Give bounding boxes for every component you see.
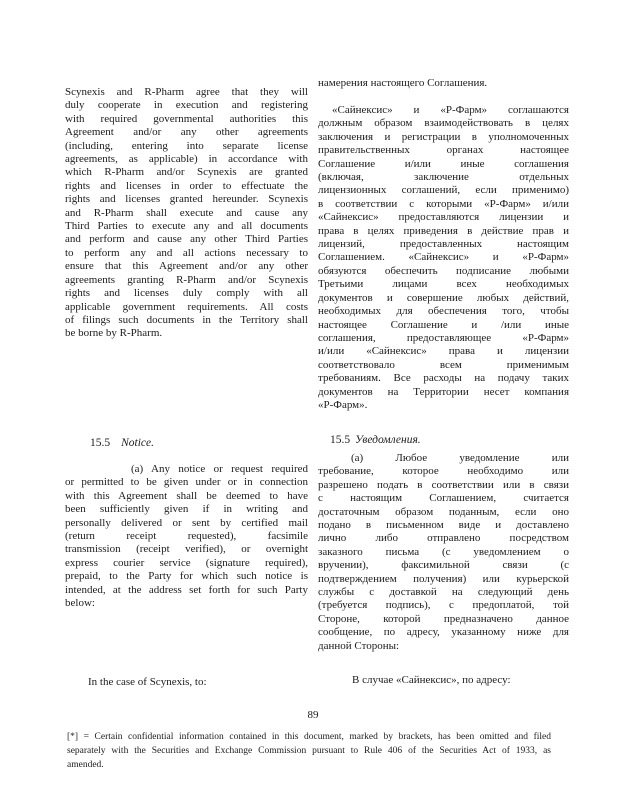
text-line: лично либо отправлено посредством	[318, 532, 569, 545]
text-line: лицензий, предоставленных настоящим	[318, 238, 569, 251]
text-line: должным образом взаимодействовать в целях	[318, 117, 569, 130]
text-line: «Р-Фарм».	[318, 398, 368, 411]
en-section-heading	[90, 437, 154, 450]
text-line: разрешено подать в соответствии или в связи	[318, 478, 569, 491]
text-line: права в целях приведения в действие прав и	[318, 224, 569, 237]
text-line: with required governmental authorities this	[65, 112, 308, 125]
text-line: соглашения, предоставляющее «Р-Фарм»	[318, 331, 569, 344]
text-line: соответствовало всем применимым	[318, 358, 569, 371]
text-line: agreements, as applicable) in accordance with	[65, 153, 308, 166]
text-line: amended.	[67, 759, 104, 770]
text-line: be borne by R-Pharm.	[65, 327, 163, 340]
text-line: настоящее Соглашение и /или иные	[318, 318, 569, 331]
text-line: agreements granting R-Pharm and/or Scynexis	[65, 273, 308, 286]
text-line: Соглашением. «Сайнексис» и «Р-Фарм»	[318, 251, 569, 264]
ru-section-title: Уведомления.	[355, 434, 421, 446]
text-line: Scynexis and R-Pharm agree that they will	[65, 86, 308, 98]
text-line: transmission (receipt verified), or overnight	[65, 543, 308, 556]
text-line: сообщение, по адресу, указанному ниже для	[318, 626, 569, 639]
en-section-number: 15.5	[90, 437, 111, 449]
text-line: подтверждением получения) или курьерской	[318, 572, 569, 585]
en-case-of-scynexis-line: In the case of Scynexis, to:	[88, 676, 207, 688]
text-line: «Сайнексис» и «Р-Фарм» соглашаются	[332, 104, 569, 116]
text-line: which R-Pharm and/or Scynexis are granted	[65, 166, 308, 179]
text-line: or permitted to be given under or in connection	[65, 476, 308, 489]
text-line: (a) Any notice or request required	[131, 463, 308, 475]
page-number: 89	[307, 709, 319, 721]
text-line: (a) Любое уведомление или	[351, 452, 569, 464]
text-line: (требуется подпись), с предоплатой, той	[318, 599, 569, 612]
ru-section-heading	[330, 434, 421, 447]
text-line: документов и совершение любых действий,	[318, 291, 569, 304]
text-line: ensure that this Agreement and/or any other	[65, 260, 308, 273]
text-line: and R-Pharm shall execute and cause any	[65, 206, 308, 219]
text-line: to perform any and all actions necessary to	[65, 246, 308, 259]
text-line: and perform and cause any other Third Parties	[65, 233, 308, 246]
text-line: службы с доставкой на следующий день	[318, 586, 569, 599]
text-line: с настоящим Соглашением, считается	[318, 492, 569, 505]
confidentiality-footnote	[67, 731, 551, 772]
text-line: заключения и регистрации в уполномоченных	[318, 130, 569, 143]
text-line: rights and licenses duly comply with all	[65, 287, 308, 300]
text-line: заказного письма (с уведомлением о	[318, 545, 569, 558]
en-notice-paragraph	[65, 463, 308, 610]
text-line: [*] = Certain confidential information contained in this document, marked by brackets, has been omitted and filed	[67, 732, 551, 742]
text-line: intended, at the address set forth for such Party	[65, 583, 308, 596]
text-line: (return receipt requested), facsimile	[65, 530, 308, 543]
text-line: express courier service (signature required),	[65, 556, 308, 569]
text-line: Стороне, которой предназначено данное	[318, 612, 569, 625]
text-line: (включая, заключение отдельных	[318, 171, 569, 184]
text-line: подано в письменном виде и доставлено	[318, 519, 569, 532]
text-line: of filings such documents in the Territory shall	[65, 313, 308, 326]
ru-carryover-line: намерения настоящего Соглашения.	[318, 77, 488, 89]
ru-case-of-scynexis-line: В случае «Сайнексис», по адресу:	[352, 674, 511, 686]
text-line: separately with the Securities and Exchange Commission pursuant to Rule 406 of the Securities Act of 1933, as	[67, 745, 551, 756]
en-section-title: Notice.	[121, 437, 155, 449]
en-cooperation-paragraph	[65, 86, 308, 341]
text-line: Третьими лицами всех необходимых	[318, 278, 569, 291]
text-line: правительственных органах настоящее	[318, 144, 569, 157]
text-line: below:	[65, 597, 95, 610]
text-line: вручении), факсимильной связи (с	[318, 559, 569, 572]
text-line: Third Parties to execute any and all documents	[65, 220, 308, 233]
text-line: with this Agreement shall be deemed to have	[65, 489, 308, 502]
text-line: Соглашение и/или иные соглашения	[318, 157, 569, 170]
text-line: документов на Территории несет компания	[318, 385, 569, 398]
text-line: требование, которое необходимо или	[318, 465, 569, 478]
ru-cooperation-paragraph	[318, 104, 569, 412]
text-line: duly cooperate in execution and registering	[65, 99, 308, 112]
text-line: данной Стороны:	[318, 639, 400, 652]
text-line: лицензионных соглашений, если применимо)	[318, 184, 569, 197]
text-line: достаточным образом поданным, если оно	[318, 505, 569, 518]
text-line: «Сайнексис» предоставляются лицензии и	[318, 211, 569, 224]
text-line: applicable government requirements. All costs	[65, 300, 308, 313]
text-line: необходимых для обеспечения того, чтобы	[318, 305, 569, 318]
text-line: Agreement and/or any other agreements	[65, 126, 308, 139]
text-line: been sufficiently given if in writing and	[65, 503, 308, 516]
text-line: rights and licenses granted hereunder. Scynexis	[65, 193, 308, 206]
text-line: (including, entering into separate license	[65, 139, 308, 152]
text-line: обязуются обеспечить подписание любыми	[318, 264, 569, 277]
text-line: в соответствии с которыми «Р-Фарм» и/или	[318, 197, 569, 210]
text-line: и/или «Сайнексис» права и лицензии	[318, 345, 569, 358]
text-line: prepaid, to the Party for which such notice is	[65, 570, 308, 583]
text-line: требованиям. Все расходы на подачу таких	[318, 372, 569, 385]
ru-section-number: 15.5	[330, 434, 351, 446]
text-line: personally delivered or sent by certified mail	[65, 516, 308, 529]
text-line: rights and licenses in order to effectuate the	[65, 179, 308, 192]
ru-notice-paragraph	[318, 452, 569, 653]
